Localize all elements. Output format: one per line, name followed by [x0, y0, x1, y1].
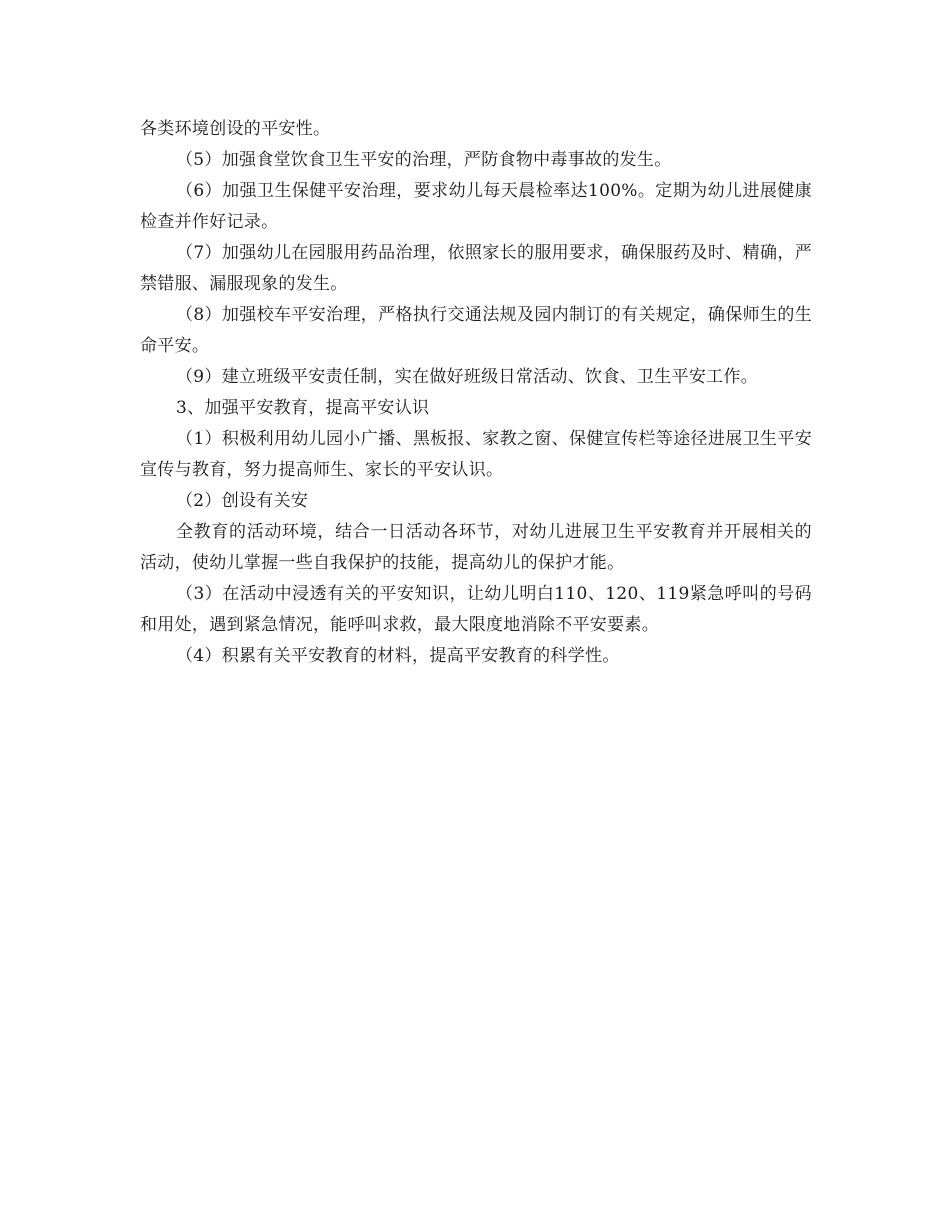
section-heading-3: 3、加强平安教育，提高平安认识 — [176, 398, 430, 418]
paragraph-item-9: （9）建立班级平安责任制，实在做好班级日常活动、饮食、卫生平安工作。 — [176, 367, 759, 387]
paragraph-item-2: （2）创设有关安 — [176, 491, 309, 511]
paragraph-item-3: （3）在活动中浸透有关的平安知识，让幼儿明白110、120、119紧急呼叫的号码和用处，遇到紧急情况，能呼叫求救，最大限度地消除不平安要素。 — [140, 584, 812, 635]
paragraph-item-6: （6）加强卫生保健平安治理，要求幼儿每天晨检率达100%。定期为幼儿进展健康检查并作好记录。 — [140, 181, 812, 232]
paragraph-item-7: （7）加强幼儿在园服用药品治理，依照家长的服用要求，确保服药及时、精确，严禁错服、漏服现象的发生。 — [140, 243, 812, 294]
paragraph-item-1: （1）积极利用幼儿园小广播、黑板报、家教之窗、保健宣传栏等途径进展卫生平安宣传与教育，努力提高师生、家长的平安认识。 — [140, 429, 812, 480]
paragraph-item-2-continued: 全教育的活动环境，结合一日活动各环节，对幼儿进展卫生平安教育并开展相关的活动，使幼儿掌握一些自我保护的技能，提高幼儿的保护才能。 — [140, 522, 812, 573]
paragraph-item-4: （4）积累有关平安教育的材料，提高平安教育的科学性。 — [176, 646, 620, 666]
paragraph-item-8: （8）加强校车平安治理，严格执行交通法规及园内制订的有关规定，确保师生的生命平安。 — [140, 305, 812, 356]
document-body — [140, 114, 812, 672]
paragraph-continuation: 各类环境创设的平安性。 — [140, 119, 331, 139]
paragraph-item-5: （5）加强食堂饮食卫生平安的治理，严防食物中毒事故的发生。 — [176, 150, 672, 170]
